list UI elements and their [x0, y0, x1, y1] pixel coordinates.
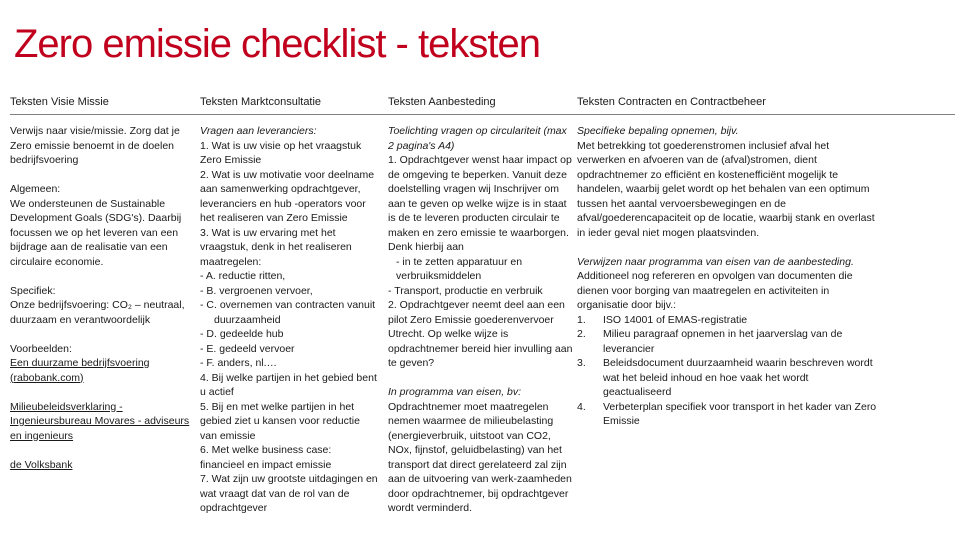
pve-text: Opdrachtnemer moet maatregelen nemen waarmee de milieubelasting (energieverbruik, uitstoot van CO2, NOx, fijnstof, geluidbelasting) van het transport dat direct gerelateerd zal zijn aan de uitvoering van werk-zaamheden door opdrachtnemer, bij opdrachtgever wordt verminderd. [388, 400, 572, 514]
algemeen-label: Algemeen: [10, 183, 61, 195]
question-2: 2. Wat is uw motivatie voor deelname aan samenwerking opdrachtgever, leveranciers en hub -operators voor het realiseren van Zero Emissie [200, 168, 375, 224]
header-visie-missie: Teksten Visie Missie [10, 96, 109, 108]
column-contracten [577, 124, 877, 429]
aanbesteding-point-1: 1. Opdrachtgever wenst haar impact op de omgeving te beperken. Vanuit deze doelstelling vragen wij Inschrijver om aan te geven op welke wijze is in staat is de te leveren producten circulair te maken en zero emissie te waarborgen. Denk hierbij aan [388, 154, 572, 253]
header-divider [10, 114, 955, 115]
vragen-label: Vragen aan leveranciers: [200, 125, 317, 137]
toelichting-label: Toelichting vragen op circulariteit (max 2 pagina's A4) [388, 125, 567, 152]
pve-reference-label: Verwijzen naar programma van eisen van de aanbesteding. [577, 255, 854, 268]
question-6: 6. Met welke business case: financieel en impact emissie [200, 444, 332, 471]
measure-item: - F. anders, nl.… [200, 357, 278, 369]
measure-item: - D. gedeelde hub [200, 328, 284, 340]
list-item: 4. Verbeterplan specifiek voor transport in het kader van Zero Emissie [577, 400, 877, 427]
list-item: 2. Milieu paragraaf opnemen in het jaarverslag van de leverancier [577, 328, 843, 355]
link-volksbank[interactable]: de Volksbank [10, 458, 73, 471]
measure-item: - B. vergroenen vervoer, [200, 284, 313, 297]
column-visie-missie [10, 124, 190, 472]
header-marktconsultatie: Teksten Marktconsultatie [200, 96, 322, 108]
specifiek-text: Onze bedrijfsvoering: CO₂ – neutraal, duurzaam en verantwoordelijk [10, 299, 185, 326]
link-movares[interactable]: Milieubeleidsverklaring - Ingenieursbureau Movares - adviseurs en ingenieurs [10, 400, 190, 442]
list-item: 1. ISO 14001 of EMAS-registratie [577, 313, 748, 326]
bepaling-label: Specifieke bepaling opnemen, bijv. [577, 125, 739, 137]
measure-item: - A. reductie ritten, [200, 270, 286, 282]
question-3: 3. Wat is uw ervaring met het vraagstuk, denk in het realiseren maatregelen: [200, 226, 352, 268]
list-item: 3. Beleidsdocument duurzaamheid waarin beschreven wordt wat het beleid inhoud en hoe vaak het wordt geactualiseerd [577, 357, 873, 398]
column-marktconsultatie [200, 124, 378, 516]
measure-item: - C. overnemen van contracten vanuit duurzaamheid [200, 299, 376, 326]
question-4: 4. Bij welke partijen in het gebied bent u actief [200, 371, 377, 398]
question-7: 7. Wat zijn uw grootste uitdagingen en wat vraagt dat van de rol van de opdrachtgever [200, 473, 378, 514]
algemeen-text: We ondersteunen de Sustainable Development Goals (SDG's). Daarbij focussen we op het leveren van een bijdrage aan de realisatie van een circulaire economie. [10, 197, 182, 268]
question-5: 5. Bij en met welke partijen in het gebied ziet u kansen voor reductie van emissie [200, 400, 360, 442]
pve-label: In programma van eisen, bv: [388, 386, 522, 398]
page-title: Zero emissie checklist - teksten [14, 22, 540, 66]
aanbesteding-point-2: 2. Opdrachtgever neemt deel aan een pilot Zero Emissie goederenvervoer Utrecht. Op welke wijze is opdrachtnemer bereid hier invulling aan te geven? [388, 299, 573, 369]
question-1: 1. Wat is uw visie op het vraagstuk Zero Emissie [200, 139, 362, 166]
aanbesteding-bullet: - Transport, productie en verbruik [388, 284, 543, 297]
specifiek-label: Specifiek: [10, 284, 56, 297]
aanbesteding-bullet: - in te zetten apparatuur en verbruiksmiddelen [396, 255, 523, 282]
column-aanbesteding [388, 124, 574, 516]
header-contracten: Teksten Contracten en Contractbeheer [577, 96, 766, 108]
voorbeelden-label: Voorbeelden: [10, 342, 72, 355]
header-aanbesteding: Teksten Aanbesteding [388, 96, 496, 108]
link-rabobank[interactable]: Een duurzame bedrijfsvoering (rabobank.com) [10, 357, 150, 384]
additioneel-text: Additioneel nog refereren en opvolgen van documenten die dienen voor borging van maatregelen en activiteiten in organisatie door bijv.: [577, 270, 853, 311]
measure-item: - E. gedeeld vervoer [200, 342, 295, 355]
intro-text: Verwijs naar visie/missie. Zorg dat je Zero emissie benoemt in de doelen bedrijfsvoering [10, 125, 180, 166]
bepaling-text: Met betrekking tot goederenstromen inclusief afval het verwerken en afvoeren van de (afval)stromen, dient opdrachtnemer zo efficiënt en kostenefficiënt mogelijk te handelen, waarbij gelet wordt op het behalen van een optimum tussen het aantal vervoersbewegingen en de afval/goederencapaciteit op de locatie, waarbij stank en overlast in ieder geval niet mogen plaatsvinden. [577, 139, 875, 239]
